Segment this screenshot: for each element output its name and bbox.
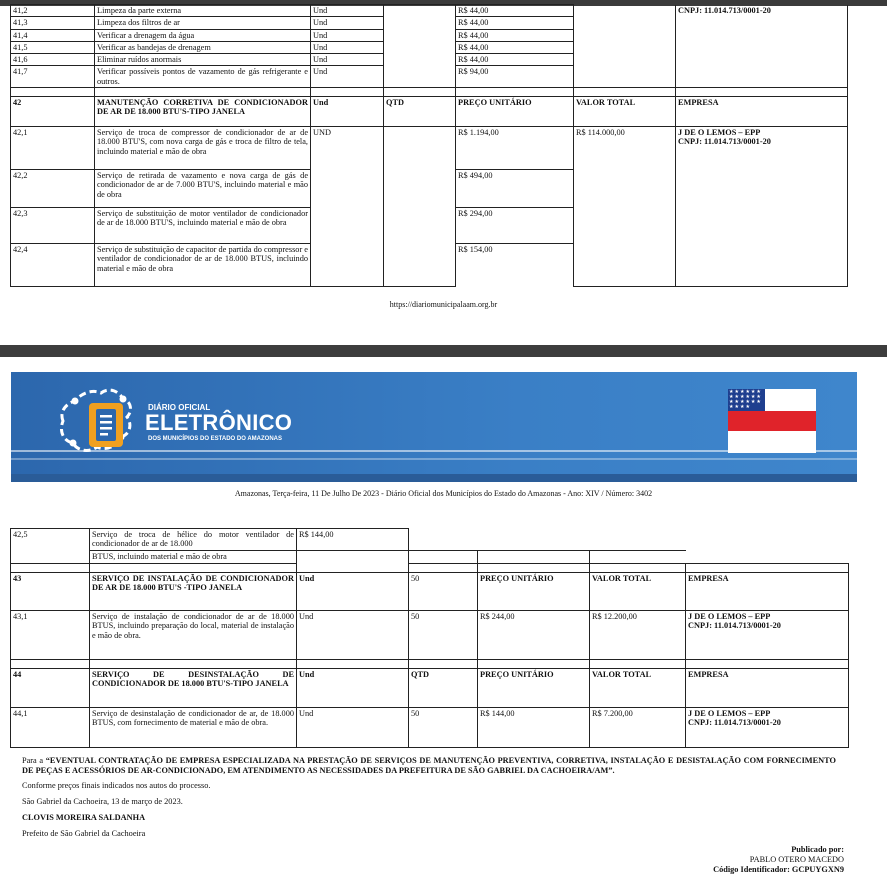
group-header-row bbox=[11, 573, 849, 611]
item-description: Serviço de substituição de capacitor de partida do compressor e ventilador de condicionador de ar de 18.000 BTUS, incluindo material e mão de obra bbox=[95, 243, 311, 286]
signer-role: Prefeito de São Gabriel da Cachoeira bbox=[22, 829, 146, 838]
item-total: R$ 7.200,00 bbox=[590, 708, 686, 748]
item-description-cont: BTUS, incluindo material e mão de obra bbox=[90, 551, 297, 564]
col-header-qty: QTD bbox=[384, 96, 456, 126]
item-description: Verificar as bandejas de drenagem bbox=[95, 41, 311, 53]
company-cnpj: CNPJ: 11.014.713/0001-20 bbox=[688, 718, 781, 728]
item-number: 41,5 bbox=[11, 41, 95, 53]
item-number: 42,3 bbox=[11, 207, 95, 243]
col-header-total: VALOR TOTAL bbox=[574, 96, 676, 126]
item-unit: Und bbox=[311, 5, 384, 17]
company-cell bbox=[686, 611, 849, 660]
item-unit: Und bbox=[311, 17, 384, 29]
price-table-bottom bbox=[10, 528, 849, 748]
company-cell bbox=[686, 708, 849, 748]
group-title: MANUTENÇÃO CORRETIVA DE CONDICIONADOR DE AR DE 18.000 BTU'S-TIPO JANELA bbox=[95, 96, 311, 126]
col-header-total: VALOR TOTAL bbox=[590, 573, 686, 611]
item-number: 42,2 bbox=[11, 169, 95, 207]
footer-url: https://diariomunicipalaam.org.br bbox=[389, 300, 498, 309]
item-number: 41,2 bbox=[11, 5, 95, 17]
col-header-company: EMPRESA bbox=[686, 669, 849, 708]
item-number: 42,4 bbox=[11, 243, 95, 286]
item-unit: Und bbox=[297, 708, 409, 748]
item-price: R$ 154,00 bbox=[456, 243, 574, 286]
table-row bbox=[11, 551, 849, 564]
col-header-company: EMPRESA bbox=[686, 573, 849, 611]
company-name: J DE O LEMOS – EPP bbox=[688, 709, 771, 718]
item-description: Serviço de troca de hélice do motor ventilador de condicionador de ar de 18.000 bbox=[90, 529, 297, 551]
item-price: R$ 144,00 bbox=[478, 708, 590, 748]
item-number: 41,6 bbox=[11, 54, 95, 66]
table-row bbox=[11, 529, 849, 551]
item-qty: 50 bbox=[409, 708, 478, 748]
item-total: R$ 12.200,00 bbox=[590, 611, 686, 660]
item-price: R$ 1.194,00 bbox=[456, 126, 574, 169]
item-price: R$ 94,00 bbox=[456, 66, 574, 88]
group-title: SERVIÇO DE INSTALAÇÃO DE CONDICIONADOR DE AR DE 18.000 BTU'S -TIPO JANELA bbox=[90, 573, 297, 611]
col-header-unit: Und bbox=[297, 573, 409, 611]
col-header-price: PREÇO UNITÁRIO bbox=[478, 573, 590, 611]
place-date: São Gabriel da Cachoeira, 13 de março de 2023. bbox=[22, 797, 183, 806]
item-unit: Und bbox=[311, 29, 384, 41]
item-description: Serviço de instalação de condicionador de ar de 18.000 BTUS, incluindo preparação do local, material de instalação e mão de obra. bbox=[90, 611, 297, 660]
item-description: Eliminar ruídos anormais bbox=[95, 54, 311, 66]
group-header-row bbox=[11, 96, 848, 126]
item-description: Limpeza dos filtros de ar bbox=[95, 17, 311, 29]
item-price: R$ 44,00 bbox=[456, 5, 574, 17]
qty-cell bbox=[384, 5, 456, 88]
published-by-label: Publicado por: bbox=[791, 845, 844, 854]
group-header-row bbox=[11, 669, 849, 708]
group-number: 42 bbox=[11, 96, 95, 126]
item-description: Limpeza da parte externa bbox=[95, 5, 311, 17]
item-qty: 50 bbox=[409, 611, 478, 660]
table-row bbox=[11, 708, 849, 748]
signer-name: CLOVIS MOREIRA SALDANHA bbox=[22, 813, 146, 822]
total-cell bbox=[574, 5, 676, 88]
col-header-unit: Und bbox=[311, 96, 384, 126]
group-number: 44 bbox=[11, 669, 90, 708]
table-row bbox=[11, 5, 848, 17]
item-price: R$ 244,00 bbox=[478, 611, 590, 660]
col-header-total: VALOR TOTAL bbox=[590, 669, 686, 708]
item-description: Serviço de desinstalação de condicionador de ar, de 18.000 BTUS, com fornecimento de material e mão de obra. bbox=[90, 708, 297, 748]
col-header-price: PREÇO UNITÁRIO bbox=[478, 669, 590, 708]
paragraph-object: “EVENTUAL CONTRATAÇÃO DE EMPRESA ESPECIALIZADA NA PRESTAÇÃO DE SERVIÇOS DE MANUTENÇÃO PREVENTIVA, CORRETIVA, INSTALAÇÃO E DESISTALAÇÃO COM FORNECIMENTO DE PEÇAS E ACESSÓRIOS DE AR-CONDICIONADO, EM ATENDIMENTO AS NECESSIDADES DA PREFEITURA DE SÃO GABRIEL DA CACHOEIRA/AM”. bbox=[22, 756, 836, 775]
item-description: Serviço de troca de compressor de condicionador de ar de 18.000 BTU'S, com nova carga de gás e troca de filtro de tela, incluindo material e mão de obra bbox=[95, 126, 311, 169]
paragraph-prefix: Para a bbox=[22, 756, 44, 765]
item-price: R$ 44,00 bbox=[456, 29, 574, 41]
company-cnpj: CNPJ: 11.014.713/0001-20 bbox=[688, 621, 781, 631]
issue-header: Amazonas, Terça-feira, 11 De Julho De 2023 - Diário Oficial dos Municípios do Estado do Amazonas - Ano: XIV / Número: 3402 bbox=[234, 489, 653, 498]
item-description: Verificar a drenagem da água bbox=[95, 29, 311, 41]
item-price: R$ 44,00 bbox=[456, 17, 574, 29]
item-total: R$ 114.000,00 bbox=[574, 126, 676, 286]
item-number: 41,7 bbox=[11, 66, 95, 88]
item-description: Verificar possíveis pontos de vazamento de gás refrigerante e outros. bbox=[95, 66, 311, 88]
item-unit: Und bbox=[311, 54, 384, 66]
item-price: R$ 294,00 bbox=[456, 207, 574, 243]
item-price: R$ 44,00 bbox=[456, 41, 574, 53]
company-name: J DE O LEMOS – EPP bbox=[678, 127, 761, 137]
page-separator bbox=[0, 345, 887, 357]
publisher-name: PABLO OTERO MACEDO bbox=[749, 855, 844, 864]
col-header-company: EMPRESA bbox=[676, 96, 848, 126]
item-number: 43,1 bbox=[11, 611, 90, 660]
item-number: 41,4 bbox=[11, 29, 95, 41]
company-cnpj: CNPJ: 11.014.713/0001-20 bbox=[676, 5, 848, 88]
identifier-code: Código Identificador: GCPUYGXN9 bbox=[713, 865, 844, 874]
amazonas-map-logo-icon bbox=[53, 381, 139, 461]
item-unit: Und bbox=[311, 66, 384, 88]
item-unit: UND bbox=[311, 126, 384, 286]
item-price: R$ 494,00 bbox=[456, 169, 574, 207]
item-number: 41,3 bbox=[11, 17, 95, 29]
company-cnpj: CNPJ: 11.014.713/0001-20 bbox=[678, 137, 771, 147]
company-name: J DE O LEMOS – EPP bbox=[688, 612, 771, 621]
col-header-qty: QTD bbox=[409, 669, 478, 708]
item-description: Serviço de retirada de vazamento e nova carga de gás de condicionador de ar de 7.000 BTU'S, incluindo material e mão de obra bbox=[95, 169, 311, 207]
item-description: Serviço de substituição de motor ventilador de condicionador de ar de 18.000 BTU'S, incluindo material e mão de obra bbox=[95, 207, 311, 243]
item-number: 42,5 bbox=[11, 529, 90, 551]
table-row bbox=[11, 126, 848, 169]
item-number: 42,1 bbox=[11, 126, 95, 169]
banner-title: ELETRÔNICO bbox=[145, 410, 293, 435]
contract-paragraph bbox=[22, 756, 836, 776]
conforme-text: Conforme preços finais indicados nos autos do processo. bbox=[22, 781, 211, 790]
col-header-price: PREÇO UNITÁRIO bbox=[456, 96, 574, 126]
item-price: R$ 144,00 bbox=[297, 529, 409, 551]
price-table-top bbox=[10, 4, 848, 287]
item-price: R$ 44,00 bbox=[456, 54, 574, 66]
amazonas-flag-icon: ★★★★★★ ★★★★★★ ★★★★★★ ★★★★ bbox=[728, 389, 816, 453]
group-number: 43 bbox=[11, 573, 90, 611]
company-cell bbox=[676, 126, 848, 286]
item-unit: Und bbox=[311, 41, 384, 53]
banner-subtitle: DOS MUNICÍPIOS DO ESTADO DO AMAZONAS bbox=[148, 436, 283, 442]
banner-small-title: DIÁRIO OFICIAL bbox=[148, 403, 211, 412]
banner-band bbox=[11, 474, 857, 482]
spacer-row bbox=[11, 564, 849, 573]
col-header-unit: Und bbox=[297, 669, 409, 708]
spacer-row bbox=[11, 660, 849, 669]
spacer-row bbox=[11, 87, 848, 96]
col-header-qty: 50 bbox=[409, 573, 478, 611]
item-number: 44,1 bbox=[11, 708, 90, 748]
group-title: SERVIÇO DE DESINSTALAÇÃO DE CONDICIONADOR DE 18.000 BTU'S-TIPO JANELA bbox=[90, 669, 297, 708]
table-row bbox=[11, 611, 849, 660]
qty-cell bbox=[384, 126, 456, 286]
item-unit: Und bbox=[297, 611, 409, 660]
